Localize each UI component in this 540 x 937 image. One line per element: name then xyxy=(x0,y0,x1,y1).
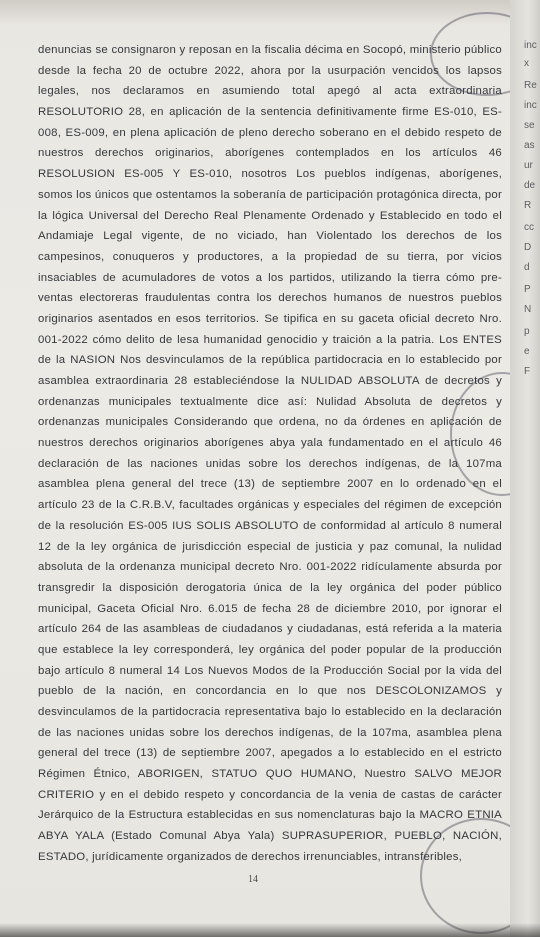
adjacent-page-fragment: D xyxy=(524,242,532,253)
text-line: de la resolución ES-005 IUS SOLIS ABSOLUTO de conformidad al artículo 8 numeral xyxy=(38,519,502,532)
text-line: artículo 264 de las asambleas de ciudadanos y ciudadanas, está referida a la materia xyxy=(38,623,502,636)
text-line: desde la fecha 20 de octubre 2022, ahora por la usurpación vencidos los lapsos xyxy=(38,64,502,77)
adjacent-page-fragment: de xyxy=(524,180,536,191)
text-line: ventas electoreras fraudulentas contra los derechos humanos de nuestros pueblos xyxy=(38,292,502,305)
adjacent-page-fragment: se xyxy=(524,120,535,131)
adjacent-page-fragment: R xyxy=(524,200,532,211)
text-line: campesinos, conuqueros y productores, a la propiedad de su tierra, por vicios xyxy=(38,250,502,263)
text-line: Régimen Étnico, ABORIGEN, STATUO QUO HUMANO, Nuestro SALVO MEJOR xyxy=(38,768,502,781)
page-number: 14 xyxy=(248,874,258,885)
text-line: 12 de la ley orgánica de jurisdicción especial de justicia y paz comunal, la nulidad xyxy=(38,540,502,553)
text-line: 001-2022 cómo delito de lesa humanidad genocidio y traición a la patria. Los ENTES xyxy=(38,333,502,346)
text-line: asamblea plena general del trece (13) de septiembre 2007 en lo ordenado en el xyxy=(38,478,502,491)
text-line: denuncias se consignaron y reposan en la fiscalia décima en Socopó, ministerio público xyxy=(38,44,502,56)
text-line: Jerárquico de la Estructura establecidas en sus nomenclaturas bajo la MACRO ETNIA xyxy=(38,809,502,822)
text-line: nuestros derechos originarios, aborígenes contemplados en los artículos 46 xyxy=(38,147,502,160)
text-line: CRITERIO y en el debido respeto y concordancia de la venia de castas de carácter xyxy=(38,788,502,801)
adjacent-page-fragment: e xyxy=(524,346,530,357)
text-line: general del trece (13) de septiembre 2007, apegados a lo establecido en el estricto xyxy=(38,747,502,760)
text-line: absoluta de la ordenanza municipal decreto Nro. 001-2022 ridículamente absurda por xyxy=(38,561,502,574)
text-line: 008, ES-009, en plena aplicación de pleno derecho soberano en el debido respeto de xyxy=(38,126,502,139)
text-line: ESTADO, jurídicamente organizados de derechos irrenunciables, intransferibles, xyxy=(38,850,463,863)
text-line: ordenanzas municipales textualmente dice así: Nulidad Absoluta de decretos y xyxy=(38,395,502,408)
text-line: Andamiaje Legal vigente, de no viciado, han Violentado los derechos de los xyxy=(38,230,502,243)
text-line: asamblea extraordinaria 28 estableciéndose la NULIDAD ABSOLUTA de decretos y xyxy=(38,375,502,387)
text-line: somos los únicos que ostentamos la soberanía de participación protagónica directa, por xyxy=(38,188,502,201)
text-line: desvinculamos de la partidocracia representativa bajo lo establecido en la declaración xyxy=(38,706,502,718)
text-line: ordenanzas municipales Considerando que ordena, no da órdenes en aplicación de xyxy=(38,416,502,429)
adjacent-page-fragment: x xyxy=(524,58,529,69)
adjacent-page-fragment: F xyxy=(524,366,531,377)
text-line: RESOLUTORIO 28, en aplicación de la sentencia definitivamente firme ES-010, ES- xyxy=(38,106,502,119)
text-line: RESOLUSION ES-005 Y ES-010, nosotros Los pueblos indígenas, aborígenes, xyxy=(38,168,502,181)
text-line: de las naciones unidas sobre los derechos indígenas, de la 107ma, asamblea plena xyxy=(38,726,502,739)
adjacent-page-fragment: Re xyxy=(524,80,537,91)
bottom-shadow xyxy=(0,923,540,937)
adjacent-page-edge xyxy=(510,0,540,937)
adjacent-page-fragment: p xyxy=(524,326,530,337)
text-line: artículo 23 de la C.R.B.V, facultades orgánicas y especiales del régimen de excepción xyxy=(38,499,502,512)
adjacent-page-fragment: inc xyxy=(524,100,537,111)
adjacent-page-fragment: d xyxy=(524,262,530,273)
text-line: nuestros derechos originarios aborígenes abya yala fundamentado en el artículo 46 xyxy=(38,437,502,450)
adjacent-page-fragment: inc xyxy=(524,40,537,51)
document-body xyxy=(38,40,502,868)
adjacent-page-fragment: N xyxy=(524,304,532,315)
text-line: legales, nos declaramos en asumiendo total apegó al acta extraordinaria xyxy=(38,85,502,98)
text-line: de la NASION Nos desvinculamos de la república partidocracia en lo establecido por xyxy=(38,354,502,367)
text-line: originarios asentados en esos territorios. Se tipifica en su gaceta oficial decreto Nro. xyxy=(38,312,502,325)
text-line: la lógica Universal del Derecho Real Plenamente Ordenado y Establecido en todo el xyxy=(38,209,502,222)
adjacent-page-fragment: cc xyxy=(524,222,534,233)
adjacent-page-fragment: P xyxy=(524,284,531,295)
adjacent-page-fragment: ur xyxy=(524,160,533,171)
adjacent-page-fragment: as xyxy=(524,140,535,151)
text-line: bajo artículo 8 numeral 14 Los Nuevos Modos de la Producción Social por la vida del xyxy=(38,664,502,677)
text-line: que establece la ley corresponderá, ley orgánica del poder popular de la producción xyxy=(38,643,502,656)
text-line: declaración de las naciones unidas sobre los derechos indígenas, de la 107ma xyxy=(38,457,502,470)
text-line: transgredir la disposición derogatoria única de la ley orgánica del poder público xyxy=(38,581,502,594)
text-line: ABYA YALA (Estado Comunal Abya Yala) SUPRASUPERIOR, PUEBLO, NACIÓN, xyxy=(38,830,502,843)
text-line: pueblo de la nación, en concordancia en lo que nos DESCOLONIZAMOS y xyxy=(38,685,502,698)
text-line: insaciables de acumuladores de votos a los partidos, utilizando la tierra cómo pre- xyxy=(38,271,502,284)
text-line: municipal, Gaceta Oficial Nro. 6.015 de fecha 28 de diciembre 2010, por ignorar el xyxy=(38,602,502,615)
